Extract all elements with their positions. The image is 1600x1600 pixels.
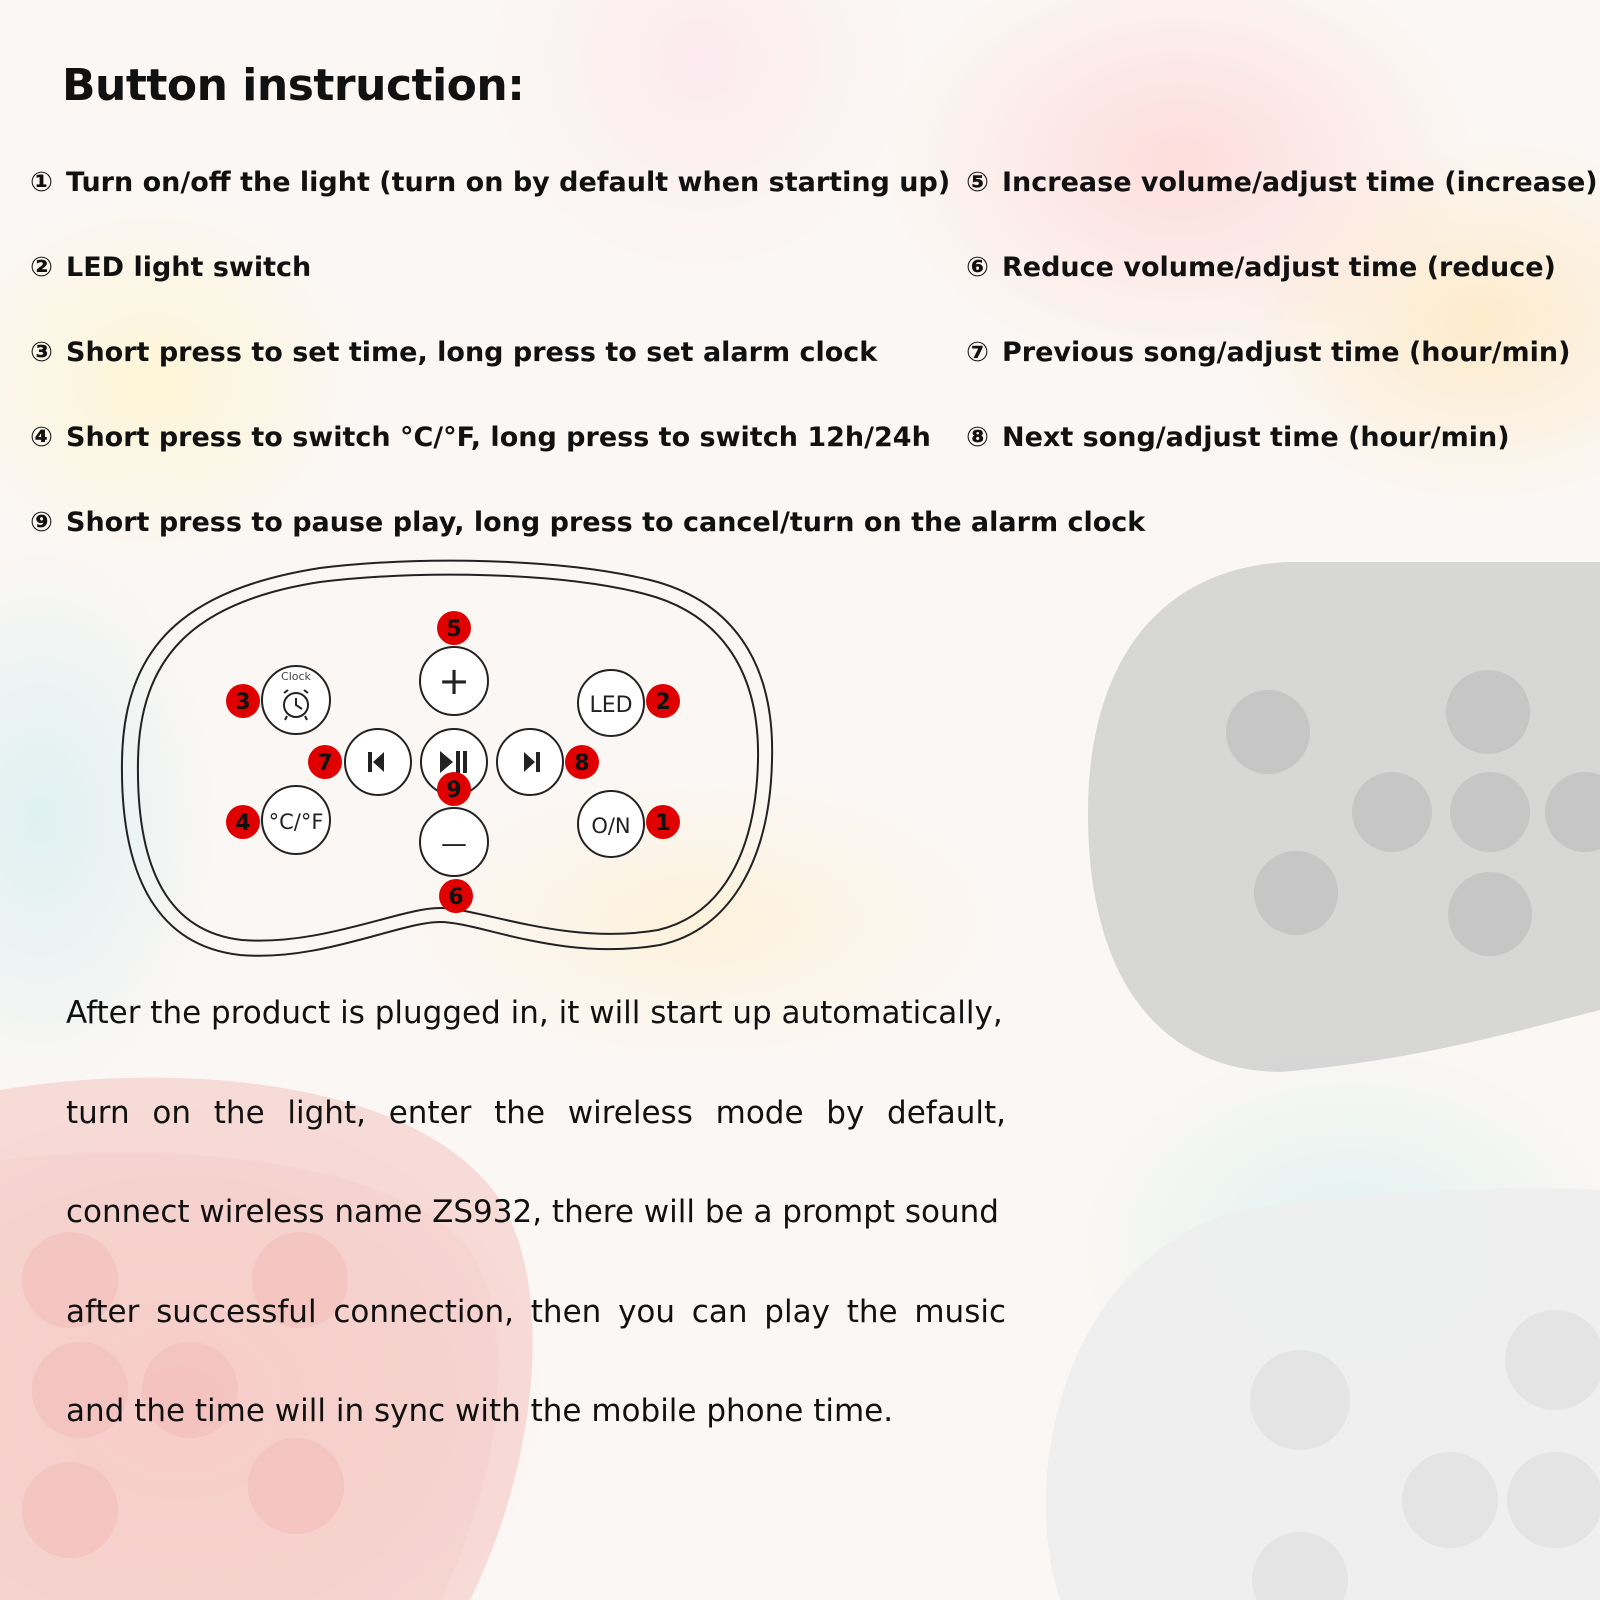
instruction-5 [966, 166, 1598, 200]
minus-button [420, 808, 488, 876]
background-pink-remote [0, 1078, 533, 1600]
badge-7 [308, 745, 342, 779]
instruction-number: ② [30, 252, 53, 283]
instruction-text: Previous song/adjust time (hour/min) [1002, 337, 1571, 368]
instruction-9 [30, 506, 1145, 540]
plus-button [420, 647, 488, 715]
badge-4 [226, 805, 260, 839]
instruction-number: ① [30, 167, 53, 198]
instruction-text: Reduce volume/adjust time (reduce) [1002, 252, 1556, 283]
instruction-text: Short press to switch °C/°F, long press to switch 12h/24h [66, 422, 931, 453]
instruction-number: ⑦ [966, 337, 989, 368]
description-line-4: after successful connection, then you can play the music [66, 1294, 1006, 1330]
instruction-8 [966, 421, 1510, 455]
temperature-button [262, 786, 330, 854]
badge-1 [646, 805, 680, 839]
instruction-text: LED light switch [66, 252, 312, 283]
svg-text:4: 4 [235, 811, 251, 836]
instruction-4 [30, 421, 931, 455]
instruction-text: Short press to set time, long press to set alarm clock [66, 337, 878, 368]
temperature-label: °C/°F [268, 810, 324, 834]
page-title: Button instruction: [62, 60, 525, 111]
instruction-text: Increase volume/adjust time (increase) [1002, 167, 1598, 198]
remote-diagram [115, 555, 775, 965]
next-button [497, 729, 563, 795]
previous-button [345, 729, 411, 795]
background-gray-remote [1088, 562, 1600, 1072]
description-line-3: connect wireless name ZS932, there will be a prompt sound [66, 1194, 999, 1230]
instruction-number: ⑧ [966, 422, 989, 453]
badge-8 [565, 745, 599, 779]
svg-text:8: 8 [574, 751, 590, 776]
svg-text:5: 5 [446, 617, 462, 642]
svg-text:1: 1 [655, 811, 671, 836]
svg-text:6: 6 [448, 885, 464, 910]
description-line-2: turn on the light, enter the wireless mode by default, [66, 1095, 1006, 1131]
svg-text:7: 7 [317, 751, 333, 776]
instruction-number: ⑥ [966, 252, 989, 283]
badge-6 [439, 879, 473, 913]
instruction-6 [966, 251, 1556, 285]
svg-text:3: 3 [235, 690, 251, 715]
instruction-text: Turn on/off the light (turn on by default when starting up) [66, 167, 951, 198]
instruction-number: ④ [30, 422, 53, 453]
badge-5 [437, 611, 471, 645]
instruction-1 [30, 166, 950, 200]
instruction-number: ⑨ [30, 507, 53, 538]
badge-9 [437, 772, 471, 806]
minus-icon: — [441, 829, 467, 859]
badge-2 [646, 684, 680, 718]
instruction-text: Next song/adjust time (hour/min) [1002, 422, 1510, 453]
badge-3 [226, 684, 260, 718]
description-line-1: After the product is plugged in, it will start up automatically, [66, 995, 1003, 1031]
led-button [578, 670, 644, 736]
instruction-text: Short press to pause play, long press to cancel/turn on the alarm clock [66, 507, 1146, 538]
svg-text:9: 9 [446, 778, 462, 803]
instruction-7 [966, 336, 1570, 370]
description-line-5: and the time will in sync with the mobile phone time. [66, 1393, 894, 1429]
instruction-number: ③ [30, 337, 53, 368]
svg-text:2: 2 [655, 690, 671, 715]
clock-label: Clock [281, 670, 311, 683]
clock-button [262, 666, 330, 734]
instruction-2 [30, 251, 311, 285]
led-label: LED [589, 693, 633, 718]
instruction-3 [30, 336, 877, 370]
power-label: O/N [591, 814, 631, 838]
plus-icon: + [438, 659, 470, 703]
background-white-remote [1046, 1188, 1600, 1600]
instruction-number: ⑤ [966, 167, 989, 198]
power-button [578, 791, 644, 857]
